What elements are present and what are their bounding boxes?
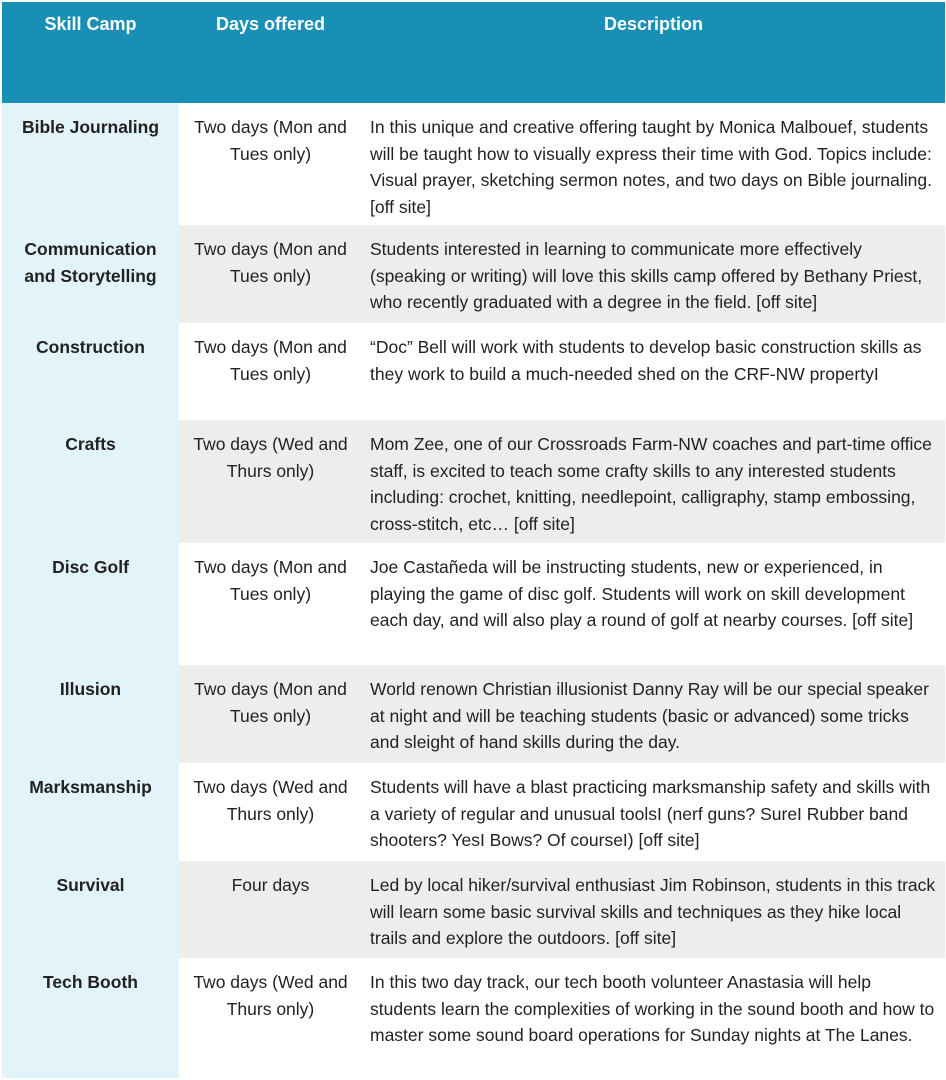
table-row xyxy=(2,958,945,1078)
table-row xyxy=(2,225,945,323)
days-cell: Two days (Mon and Tues only) xyxy=(194,117,347,164)
table-row xyxy=(2,763,945,861)
days-cell: Two days (Mon and Tues only) xyxy=(194,557,347,604)
skill-cell: Illusion xyxy=(2,665,179,763)
header-description: Description xyxy=(603,14,704,34)
header-days-offered: Days offered xyxy=(215,14,326,34)
skill-cell: Crafts xyxy=(2,420,179,543)
description-cell: Led by local hiker/survival enthusiast Jim Robinson, students in this track will learn some basic survival skills and techniques as they hike local trails and explore the outdoors. [off site] xyxy=(370,875,936,949)
description-cell: Mom Zee, one of our Crossroads Farm-NW coaches and part-time office staff, is excited to teach some crafty skills to any interested students including: crochet, knitting, needlepoint, calligraphy, stamp embossing, cross-stitch, etc… [off site] xyxy=(370,434,932,534)
description-cell: In this unique and creative offering taught by Monica Malbouef, students will be taught how to visually express their time with God. Topics include: Visual prayer, sketching sermon notes, and two days on Bible journaling. [off site] xyxy=(370,117,932,217)
days-cell: Two days (Mon and Tues only) xyxy=(194,337,347,384)
header-skill-camp: Skill Camp xyxy=(44,14,137,34)
days-cell: Two days (Mon and Tues only) xyxy=(194,679,347,726)
days-cell: Two days (Wed and Thurs only) xyxy=(193,434,348,481)
table-row xyxy=(2,665,945,763)
skill-cell: Communication and Storytelling xyxy=(2,225,179,323)
table-row xyxy=(2,420,945,543)
skill-cell: Bible Journaling xyxy=(2,103,179,225)
description-cell: Students interested in learning to communicate more effectively (speaking or writing) will love this skills camp offered by Bethany Priest, who recently graduated with a degree in the field. [off site] xyxy=(370,239,923,313)
description-cell: In this two day track, our tech booth volunteer Anastasia will help students learn the complexities of working in the sound booth and how to master some sound board operations for Sunday nights at The Lanes. xyxy=(370,972,935,1046)
skill-cell: Tech Booth xyxy=(2,958,179,1078)
table-row xyxy=(2,543,945,665)
days-cell: Two days (Mon and Tues only) xyxy=(194,239,347,286)
description-cell: Joe Castañeda will be instructing students, new or experienced, in playing the game of disc golf. Students will work on skill development each day, and will also play a round of golf at nearby courses. [off site] xyxy=(370,557,914,631)
description-cell: World renown Christian illusionist Danny Ray will be our special speaker at night and will be teaching students (basic or advanced) some tricks and sleight of hand skills during the day. xyxy=(370,679,929,753)
description-cell: Students will have a blast practicing marksmanship safety and skills with a variety of regular and unusual toolsI (nerf guns? SureI Rubber band shooters? YesI Bows? Of courseI) [off site] xyxy=(370,777,931,851)
table-row xyxy=(2,861,945,958)
days-cell: Two days (Wed and Thurs only) xyxy=(193,972,348,1019)
skill-cell: Survival xyxy=(2,861,179,958)
days-cell: Two days (Wed and Thurs only) xyxy=(193,777,348,824)
table-row xyxy=(2,103,945,225)
skill-cell: Construction xyxy=(2,323,179,420)
description-cell: “Doc” Bell will work with students to develop basic construction skills as they work to build a much-needed shed on the CRF-NW propertyI xyxy=(370,337,922,384)
days-cell: Four days xyxy=(231,875,310,895)
skill-cell: Disc Golf xyxy=(2,543,179,665)
skill-camp-table xyxy=(2,2,945,1078)
table-row xyxy=(2,323,945,420)
table-header xyxy=(2,2,945,103)
skill-cell: Marksmanship xyxy=(2,763,179,861)
